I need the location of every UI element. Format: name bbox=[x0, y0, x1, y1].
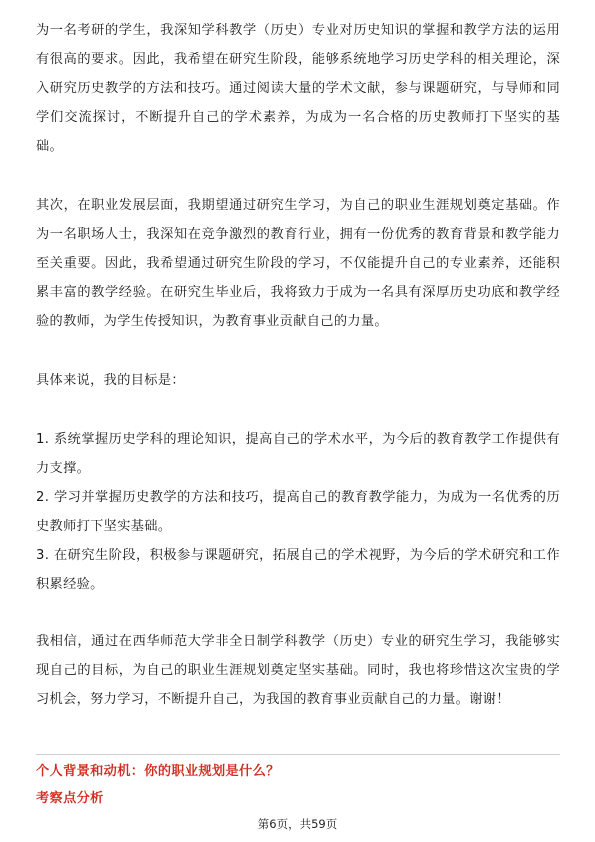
page-number: 第6页，共59页 bbox=[257, 817, 338, 831]
body-text bbox=[36, 16, 560, 714]
paragraph-goals-intro: 具体来说，我的目标是： bbox=[36, 373, 185, 388]
section-divider bbox=[36, 754, 560, 755]
goal-item-2: 2. 学习并掌握历史教学的方法和技巧，提高自己的教育教学能力，为成为一名优秀的历史教师打下坚实基础。 bbox=[36, 490, 560, 534]
goal-item-3: 3. 在研究生阶段，积极参与课题研究，拓展自己的学术视野，为今后的学术研究和工作积累经验。 bbox=[36, 548, 560, 592]
section-heading-question: 个人背景和动机：你的职业规划是什么？ bbox=[36, 764, 280, 779]
paragraph-motivation: 为一名考研的学生，我深知学科教学（历史）专业对历史知识的掌握和教学方法的运用有很高的要求。因此，我希望在研究生阶段，能够系统地学习历史学科的相关理论，深入研究历史教学的方法和技巧。通过阅读大量的学术文献，参与课题研究，与导师和同学们交流探讨，不断提升自己的学术素养，为成为一名合格的历史教师打下坚实的基础。 bbox=[36, 23, 560, 154]
paragraph-conclusion: 我相信，通过在西华师范大学非全日制学科教学（历史）专业的研究生学习，我能够实现自己的目标，为自己的职业生涯规划奠定坚实基础。同时，我也将珍惜这次宝贵的学习机会，努力学习，不断提升自己，为我国的教育事业贡献自己的力量。谢谢！ bbox=[36, 634, 560, 707]
section-heading-analysis: 考察点分析 bbox=[36, 791, 104, 806]
goal-item-1: 1. 系统掌握历史学科的理论知识，提高自己的学术水平，为今后的教育教学工作提供有力支撑。 bbox=[36, 432, 560, 476]
paragraph-career: 其次，在职业发展层面，我期望通过研究生学习，为自己的职业生涯规划奠定基础。作为一名职场人士，我深知在竞争激烈的教育行业，拥有一份优秀的教育背景和教学能力至关重要。因此，我希望通过研究生阶段的学习，不仅能提升自己的专业素养，还能积累丰富的教学经验。在研究生毕业后，我将致力于成为一名具有深厚历史功底和教学经验的教师，为学生传授知识，为教育事业贡献自己的力量。 bbox=[36, 198, 560, 329]
